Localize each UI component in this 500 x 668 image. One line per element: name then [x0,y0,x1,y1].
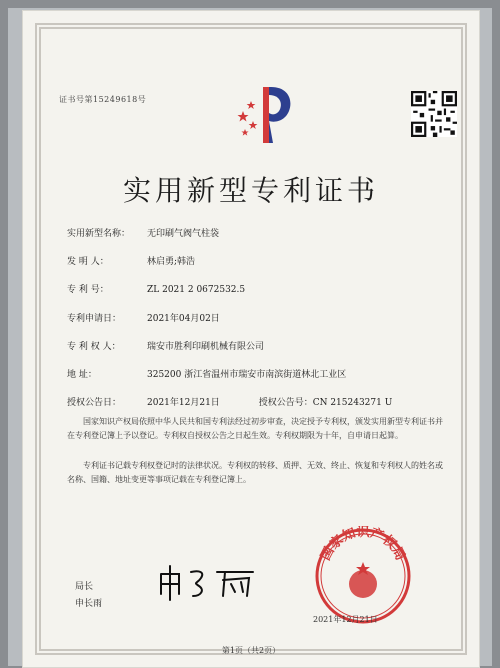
field-label: 专 利 权 人： [67,342,121,352]
announcement-label: 授权公告号： [258,398,313,408]
field-address [67,367,346,380]
paragraph-legal-status: 专利证书记载专利权登记时的法律状况。专利权的转移、质押、无效、终止、恢复和专利权人的姓名或名称、国籍、地址变更等事项记载在专利登记簿上。 [67,461,443,484]
director-title: 局长 [75,582,94,592]
field-label: 实用新型名称： [67,229,131,239]
field-label: 专利申请日： [67,314,122,324]
announcement-value: CN 215243271 U [312,398,393,408]
certificate-title: 实用新型专利证书 [122,174,379,207]
field-patentee [67,339,264,352]
field-label: 专 利 号： [67,285,109,295]
certificate-number: 证书号第15249618号 [59,95,147,104]
field-value: 林启勇;韩浩 [147,257,196,267]
director-signature [155,564,265,602]
field-value: 2021年12月21日 [147,398,220,408]
field-value: 325200 浙江省温州市瑞安市南滨街道林北工业区 [147,370,347,380]
field-value: 无印刷气阀气柱袋 [147,229,220,239]
field-utility-model-name [67,226,219,239]
field-patent-number [67,282,245,295]
field-value: 瑞安市胜利印刷机械有限公司 [147,342,265,352]
field-label: 发 明 人： [67,257,109,267]
field-value: ZL 2021 2 0672532.5 [147,285,246,295]
cnipa-logo-icon [233,81,297,149]
official-seal-icon [313,526,413,626]
field-application-date [67,311,220,324]
seal-date: 2021年12月21日 [313,615,378,624]
field-label: 授权公告日： [67,398,122,408]
qr-code [411,91,457,137]
seal-text: 国家知识产权局 [318,526,408,564]
field-inventor [67,254,195,267]
paragraph-grant: 国家知识产权局依照中华人民共和国专利法经过初步审查，决定授予专利权，颁发实用新型专利证书并在专利登记簿上予以登记。专利权自授权公告之日起生效。专利权期限为十年，自申请日起算。 [67,417,443,440]
svg-text:国家知识产权局 [317,526,407,563]
director-name: 申长雨 [75,599,103,609]
field-value: 2021年04月02日 [147,314,220,324]
page-number: 第1页（共2页） [221,646,281,655]
field-grant-date [67,395,392,408]
certificate-paper [22,10,480,668]
field-label: 地 址： [67,370,97,380]
